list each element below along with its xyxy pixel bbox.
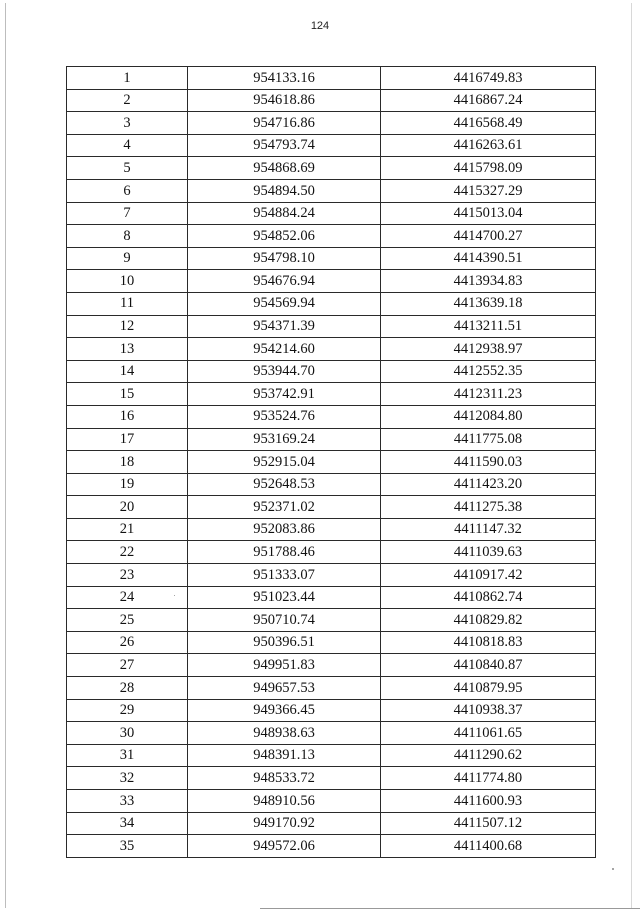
point-number-cell: 8 [67,225,188,248]
table-row [67,790,596,813]
x-coordinate-cell: 949572.06 [188,835,381,858]
point-number-cell: 2 [67,89,188,112]
x-coordinate-cell: 953944.70 [188,360,381,383]
point-number-cell: 28 [67,677,188,700]
table-row [67,270,596,293]
x-coordinate-cell: 950710.74 [188,609,381,632]
point-number-cell: 18 [67,451,188,474]
point-number-cell: 24 [67,586,188,609]
y-coordinate-cell: 4413211.51 [381,315,596,338]
y-coordinate-cell: 4410840.87 [381,654,596,677]
x-coordinate-cell: 954894.50 [188,179,381,202]
table-row [67,428,596,451]
x-coordinate-cell: 952371.02 [188,496,381,519]
x-coordinate-cell: 953169.24 [188,428,381,451]
x-coordinate-cell: 954852.06 [188,225,381,248]
table-row [67,699,596,722]
x-coordinate-cell: 948938.63 [188,722,381,745]
y-coordinate-cell: 4415013.04 [381,202,596,225]
coordinates-table [66,66,596,858]
y-coordinate-cell: 4411039.63 [381,541,596,564]
point-number-cell: 33 [67,790,188,813]
x-coordinate-cell: 954884.24 [188,202,381,225]
table-row [67,134,596,157]
x-coordinate-cell: 949366.45 [188,699,381,722]
y-coordinate-cell: 4416568.49 [381,112,596,135]
point-number-cell: 26 [67,631,188,654]
table-row [67,631,596,654]
x-coordinate-cell: 954798.10 [188,247,381,270]
x-coordinate-cell: 950396.51 [188,631,381,654]
y-coordinate-cell: 4411147.32 [381,518,596,541]
table-row [67,383,596,406]
table-row [67,744,596,767]
table-row [67,179,596,202]
y-coordinate-cell: 4412311.23 [381,383,596,406]
table-row [67,225,596,248]
table-row [67,586,596,609]
table-row [67,541,596,564]
y-coordinate-cell: 4412552.35 [381,360,596,383]
point-number-cell: 15 [67,383,188,406]
point-number-cell: 19 [67,473,188,496]
x-coordinate-cell: 948533.72 [188,767,381,790]
y-coordinate-cell: 4411400.68 [381,835,596,858]
table-row [67,451,596,474]
x-coordinate-cell: 954133.16 [188,67,381,90]
y-coordinate-cell: 4411775.08 [381,428,596,451]
point-number-cell: 34 [67,812,188,835]
scan-speck [174,595,175,596]
x-coordinate-cell: 953524.76 [188,405,381,428]
table-row [67,405,596,428]
table-row [67,157,596,180]
point-number-cell: 30 [67,722,188,745]
table-row [67,654,596,677]
y-coordinate-cell: 4411290.62 [381,744,596,767]
table-row [67,473,596,496]
table-row [67,767,596,790]
point-number-cell: 16 [67,405,188,428]
x-coordinate-cell: 953742.91 [188,383,381,406]
y-coordinate-cell: 4414700.27 [381,225,596,248]
x-coordinate-cell: 954716.86 [188,112,381,135]
page-number: 124 [310,20,330,32]
y-coordinate-cell: 4413934.83 [381,270,596,293]
x-coordinate-cell: 954569.94 [188,292,381,315]
x-coordinate-cell: 952648.53 [188,473,381,496]
x-coordinate-cell: 951788.46 [188,541,381,564]
table-row [67,677,596,700]
table-row [67,609,596,632]
x-coordinate-cell: 949951.83 [188,654,381,677]
scan-speck [612,868,614,870]
y-coordinate-cell: 4411275.38 [381,496,596,519]
x-coordinate-cell: 954676.94 [188,270,381,293]
x-coordinate-cell: 951023.44 [188,586,381,609]
y-coordinate-cell: 4410917.42 [381,564,596,587]
y-coordinate-cell: 4412938.97 [381,338,596,361]
x-coordinate-cell: 948910.56 [188,790,381,813]
table-row [67,518,596,541]
table-row [67,202,596,225]
point-number-cell: 3 [67,112,188,135]
x-coordinate-cell: 954793.74 [188,134,381,157]
point-number-cell: 6 [67,179,188,202]
y-coordinate-cell: 4416263.61 [381,134,596,157]
point-number-cell: 5 [67,157,188,180]
point-number-cell: 14 [67,360,188,383]
x-coordinate-cell: 954214.60 [188,338,381,361]
point-number-cell: 12 [67,315,188,338]
x-coordinate-cell: 954371.39 [188,315,381,338]
table-row [67,247,596,270]
y-coordinate-cell: 4410818.83 [381,631,596,654]
y-coordinate-cell: 4410862.74 [381,586,596,609]
table-row [67,315,596,338]
point-number-cell: 7 [67,202,188,225]
table-row [67,564,596,587]
x-coordinate-cell: 952915.04 [188,451,381,474]
point-number-cell: 1 [67,67,188,90]
table-row [67,722,596,745]
table-row [67,835,596,858]
table-row [67,360,596,383]
y-coordinate-cell: 4411774.80 [381,767,596,790]
y-coordinate-cell: 4411507.12 [381,812,596,835]
y-coordinate-cell: 4410879.95 [381,677,596,700]
table-row [67,338,596,361]
table-row [67,812,596,835]
table-row [67,67,596,90]
x-coordinate-cell: 954868.69 [188,157,381,180]
point-number-cell: 31 [67,744,188,767]
point-number-cell: 13 [67,338,188,361]
coordinates-table-body [67,67,596,858]
y-coordinate-cell: 4416867.24 [381,89,596,112]
y-coordinate-cell: 4415327.29 [381,179,596,202]
y-coordinate-cell: 4412084.80 [381,405,596,428]
point-number-cell: 20 [67,496,188,519]
y-coordinate-cell: 4411600.93 [381,790,596,813]
point-number-cell: 25 [67,609,188,632]
y-coordinate-cell: 4414390.51 [381,247,596,270]
y-coordinate-cell: 4410938.37 [381,699,596,722]
table-row [67,292,596,315]
x-coordinate-cell: 949657.53 [188,677,381,700]
point-number-cell: 22 [67,541,188,564]
x-coordinate-cell: 951333.07 [188,564,381,587]
y-coordinate-cell: 4410829.82 [381,609,596,632]
table-row [67,89,596,112]
bottom-edge-line [260,908,640,909]
y-coordinate-cell: 4411061.65 [381,722,596,745]
x-coordinate-cell: 952083.86 [188,518,381,541]
y-coordinate-cell: 4411423.20 [381,473,596,496]
table-row [67,112,596,135]
point-number-cell: 9 [67,247,188,270]
point-number-cell: 29 [67,699,188,722]
y-coordinate-cell: 4415798.09 [381,157,596,180]
point-number-cell: 11 [67,292,188,315]
x-coordinate-cell: 948391.13 [188,744,381,767]
x-coordinate-cell: 949170.92 [188,812,381,835]
table-row [67,496,596,519]
y-coordinate-cell: 4413639.18 [381,292,596,315]
x-coordinate-cell: 954618.86 [188,89,381,112]
point-number-cell: 35 [67,835,188,858]
y-coordinate-cell: 4411590.03 [381,451,596,474]
point-number-cell: 32 [67,767,188,790]
point-number-cell: 17 [67,428,188,451]
point-number-cell: 23 [67,564,188,587]
point-number-cell: 27 [67,654,188,677]
point-number-cell: 21 [67,518,188,541]
y-coordinate-cell: 4416749.83 [381,67,596,90]
point-number-cell: 4 [67,134,188,157]
point-number-cell: 10 [67,270,188,293]
